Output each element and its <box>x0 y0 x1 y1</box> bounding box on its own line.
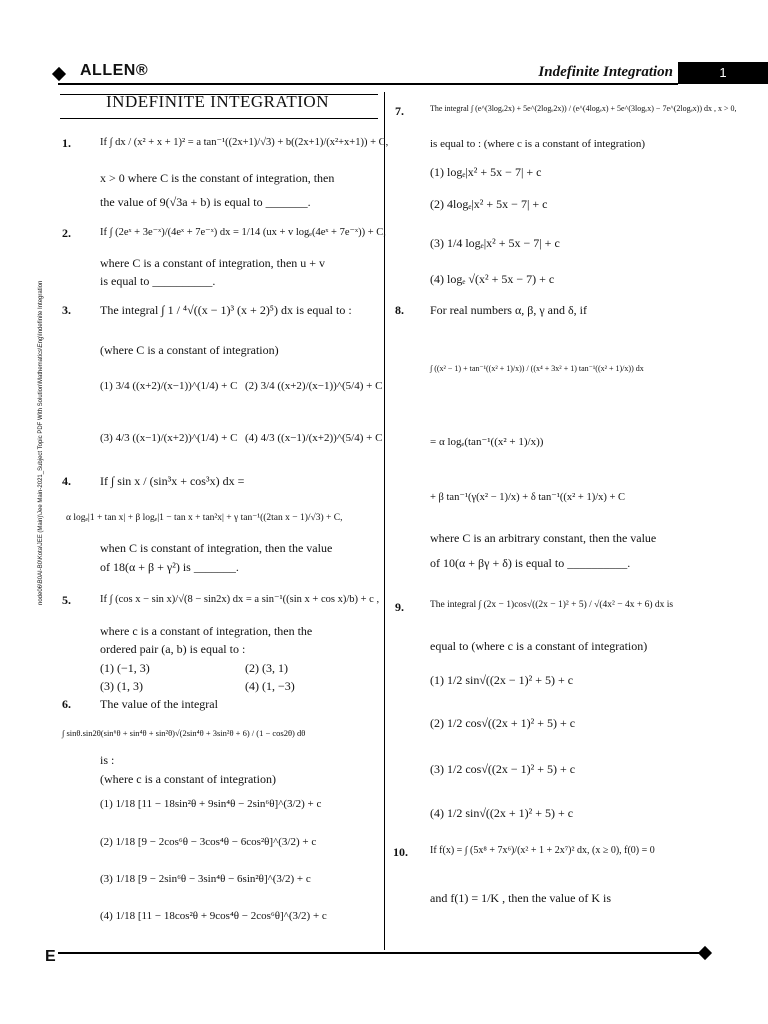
question-line: and f(1) = 1/K , then the value of K is <box>430 891 612 905</box>
question-line: If f(x) = ∫ (5x⁸ + 7x⁶)/(x² + 1 + 2x⁷)² dx, (x ≥ 0), f(0) = 0 <box>430 845 655 856</box>
question-line: If ∫ (cos x − sin x)/√(8 − sin2x) dx = a sin⁻¹((sin x + cos x)/b) + c , <box>100 594 380 605</box>
question-line: (where C is a constant of integration) <box>100 343 279 357</box>
option[interactable]: (1) 3/4 ((x+2)/(x−1))^(1/4) + C <box>100 380 238 392</box>
question-line: where C is an arbitrary constant, then the value <box>430 531 657 545</box>
option[interactable]: (3) 1/4 logₑ|x² + 5x − 7| + c <box>430 236 560 250</box>
question-line: α logₑ|1 + tan x| + β logₑ|1 − tan x + tan²x| + γ tan⁻¹((2tan x − 1)/√3) + C, <box>66 513 343 523</box>
question-number: 5. <box>62 593 71 607</box>
option[interactable]: (4) (1, −3) <box>245 679 295 693</box>
title-rule-bottom <box>60 118 378 119</box>
option[interactable]: (1) logₑ|x² + 5x − 7| + c <box>430 165 542 179</box>
option[interactable]: (4) logₑ √(x² + 5x − 7) + c <box>430 272 555 286</box>
question-line: is equal to __________. <box>100 274 216 288</box>
question-line: where C is a constant of integration, then u + v <box>100 256 326 270</box>
footer-letter: E <box>45 948 56 965</box>
question-line: + β tan⁻¹(γ(x² − 1)/x) + δ tan⁻¹((x² + 1)/x) + C <box>430 492 626 503</box>
question-line: If ∫ sin x / (sin³x + cos³x) dx = <box>100 474 245 488</box>
option[interactable]: (3) 4/3 ((x−1)/(x+2))^(1/4) + C <box>100 432 238 444</box>
option[interactable]: (2) 1/18 [9 − 2cos⁶θ − 3cos⁴θ − 6cos²θ]^(3/2) + c <box>100 836 317 848</box>
option[interactable]: (2) 4logₑ|x² + 5x − 7| + c <box>430 197 548 211</box>
page-header-title: Indefinite Integration <box>538 64 673 80</box>
question-line: The integral ∫ 1 / ⁴√((x − 1)³ (x + 2)⁵) dx is equal to : <box>100 303 352 317</box>
column-divider <box>384 92 385 950</box>
question-line: = α logₑ(tan⁻¹((x² + 1)/x)) <box>430 436 544 448</box>
question-line: For real numbers α, β, γ and δ, if <box>430 303 587 317</box>
brand-logo: ALLEN® <box>80 62 149 79</box>
question-number: 6. <box>62 697 71 711</box>
question-line: ordered pair (a, b) is equal to : <box>100 642 246 656</box>
option[interactable]: (2) 3/4 ((x+2)/(x−1))^(5/4) + C <box>245 380 383 392</box>
header-rule <box>58 83 678 85</box>
question-number: 1. <box>62 136 71 150</box>
question-line: If ∫ dx / (x² + x + 1)² = a tan⁻¹((2x+1)/√3) + b((2x+1)/(x²+x+1)) + C, <box>100 137 389 148</box>
page-number: 1 <box>678 62 768 84</box>
question-line: of 18(α + β + γ²) is _______. <box>100 560 239 574</box>
question-line: x > 0 where C is the constant of integration, then <box>100 171 335 185</box>
footer-diamond <box>698 946 712 960</box>
option[interactable]: (3) 1/18 [9 − 2sin⁶θ − 3sin⁴θ − 6sin²θ]^(3/2) + c <box>100 873 311 885</box>
question-number: 10. <box>393 845 408 859</box>
option[interactable]: (4) 1/2 sin√((2x + 1)² + 5) + c <box>430 806 574 820</box>
question-line: The value of the integral <box>100 697 218 711</box>
question-line: (where c is a constant of integration) <box>100 772 276 786</box>
option[interactable]: (2) (3, 1) <box>245 661 288 675</box>
question-number: 2. <box>62 226 71 240</box>
option[interactable]: (2) 1/2 cos√((2x + 1)² + 5) + c <box>430 716 576 730</box>
question-line: ∫ ((x² − 1) + tan⁻¹((x² + 1)/x)) / ((x⁴ + 3x² + 1) tan⁻¹((x² + 1)/x)) dx <box>430 364 644 373</box>
question-line: is equal to : (where c is a constant of integration) <box>430 138 646 150</box>
option[interactable]: (1) (−1, 3) <box>100 661 150 675</box>
question-line: of 10(α + βγ + δ) is equal to __________. <box>430 556 631 570</box>
side-path-text: node06\B0AI-B0\Kota\JEE (Main)\Jee Main-2021_Subject Topic PDF With Solution\Mathematics\Eng\Indefinite Integration <box>38 280 44 605</box>
option[interactable]: (4) 4/3 ((x−1)/(x+2))^(5/4) + C <box>245 432 383 444</box>
question-line: where c is a constant of integration, then the <box>100 624 313 638</box>
section-title: INDEFINITE INTEGRATION <box>106 92 329 111</box>
question-line: The integral ∫ (2x − 1)cos√((2x − 1)² + 5) / √(4x² − 4x + 6) dx is <box>430 600 674 610</box>
footer-rule <box>58 952 703 954</box>
option[interactable]: (3) 1/2 cos√((2x − 1)² + 5) + c <box>430 762 576 776</box>
question-number: 4. <box>62 474 71 488</box>
question-number: 7. <box>395 104 404 118</box>
question-line: If ∫ (2eˣ + 3e⁻ˣ)/(4eˣ + 7e⁻ˣ) dx = 1/14 (ux + v logₑ(4eˣ + 7e⁻ˣ)) + C, <box>100 227 386 238</box>
question-line: ∫ sinθ.sin2θ(sin⁶θ + sin⁴θ + sin²θ)√(2sin⁴θ + 3sin²θ + 6) / (1 − cos2θ) dθ <box>62 728 306 738</box>
header-diamond <box>52 67 66 81</box>
option[interactable]: (1) 1/18 [11 − 18sin²θ + 9sin⁴θ − 2sin⁶θ]^(3/2) + c <box>100 798 322 810</box>
question-line: The integral ∫ (e^(3logₑ2x) + 5e^(2logₑ2x)) / (e^(4logₑx) + 5e^(3logₑx) − 7e^(2logₑx)) dx , x > 0, <box>430 104 737 113</box>
question-number: 8. <box>395 303 404 317</box>
question-line: the value of 9(√3a + b) is equal to _______. <box>100 195 311 209</box>
question-line: is : <box>100 753 115 767</box>
question-line: when C is constant of integration, then the value <box>100 541 333 555</box>
question-number: 9. <box>395 600 404 614</box>
option[interactable]: (1) 1/2 sin√((2x − 1)² + 5) + c <box>430 673 574 687</box>
option[interactable]: (4) 1/18 [11 − 18cos²θ + 9cos⁴θ − 2cos⁶θ]^(3/2) + c <box>100 910 327 922</box>
option[interactable]: (3) (1, 3) <box>100 679 143 693</box>
question-line: equal to (where c is a constant of integration) <box>430 639 648 653</box>
question-number: 3. <box>62 303 71 317</box>
